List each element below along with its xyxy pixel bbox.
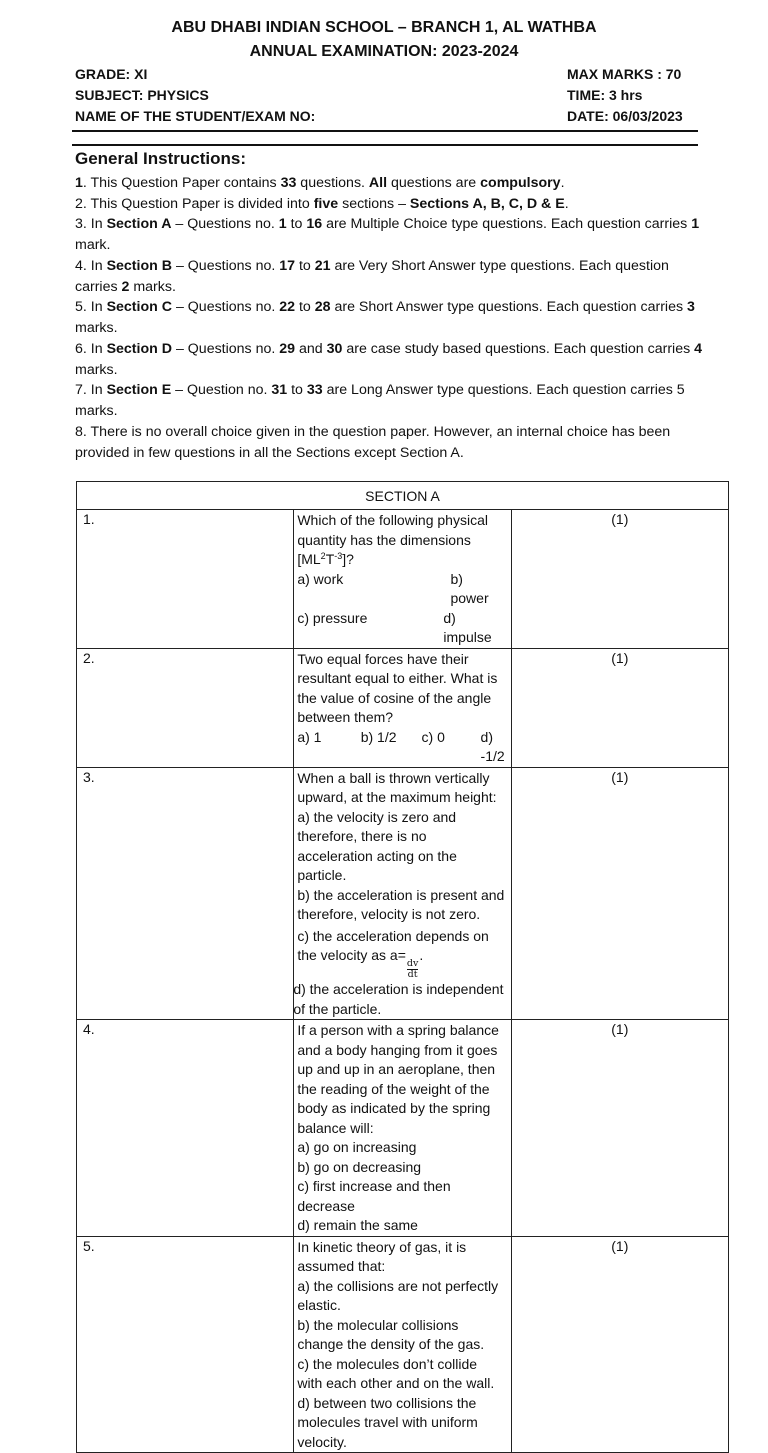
instruction-4: 4. In Section B – Questions no. 17 to 21 are Very Short Answer type questions. Each question carries 2 marks. — [75, 258, 669, 295]
divider-line — [72, 130, 698, 132]
question-stem: Two equal forces have their resultant equal to either. What is the value of cosine of the angle between them? — [297, 650, 498, 725]
option-b: b) the molecular collisions change the density of the gas. — [297, 1316, 485, 1352]
general-instructions-heading: General Instructions: — [75, 149, 246, 168]
fraction-dv-dt: $\frac{dv}{dt}$ — [406, 958, 419, 980]
question-stem: When a ball is thrown vertically upward, at the maximum height: — [297, 769, 497, 805]
instruction-7: 7. In Section E – Question no. 31 to 33 are Long Answer type questions. Each question carries 5 marks. — [75, 382, 685, 419]
option-b: b) power — [450, 570, 489, 606]
option-c: c) first increase and then decrease — [297, 1178, 451, 1214]
date-label: DATE: 06/03/2023 — [567, 108, 683, 124]
option-a: a) 1 — [297, 728, 322, 745]
marks: (1) — [511, 767, 728, 1020]
option-b: b) the acceleration is present and therefore, velocity is not zero. — [297, 886, 505, 922]
option-d: d) -1/2 — [480, 728, 505, 764]
option-a: a) go on increasing — [297, 1139, 417, 1155]
instruction-8: 8. There is no overall choice given in the question paper. However, an internal choice has been provided in few questions in all the Sections except Section A. — [75, 424, 671, 461]
instruction-1: 1. This Question Paper contains 33 questions. All questions are compulsory. — [75, 175, 565, 191]
school-name: ABU DHABI INDIAN SCHOOL – BRANCH 1, AL WATHBA — [171, 19, 597, 36]
section-a-table — [76, 481, 729, 1453]
max-marks-label: MAX MARKS : 70 — [567, 66, 682, 82]
table-row — [77, 648, 729, 767]
question-number: 4. — [77, 1020, 294, 1237]
question-number: 5. — [77, 1236, 294, 1453]
option-a: a) the velocity is zero and therefore, there is no acceleration acting on the particle. — [297, 808, 457, 883]
option-a: a) work — [297, 570, 344, 587]
section-header: SECTION A — [77, 482, 729, 510]
option-b: b) 1/2 — [360, 728, 397, 745]
instruction-3: 3. In Section A – Questions no. 1 to 16 are Multiple Choice type questions. Each question carries 1 mark. — [75, 216, 700, 253]
table-row — [77, 767, 729, 1020]
exam-title: ANNUAL EXAMINATION: 2023-2024 — [249, 43, 519, 60]
option-b: b) go on decreasing — [297, 1158, 422, 1175]
subject-label: SUBJECT: PHYSICS — [75, 87, 209, 103]
question-text — [294, 1236, 511, 1453]
instruction-6: 6. In Section D – Questions no. 29 and 30 are case study based questions. Each question carries 4 marks. — [75, 341, 703, 378]
option-d: d) between two collisions the molecules travel with uniform velocity. — [297, 1394, 478, 1450]
question-stem: If a person with a spring balance and a body hanging from it goes up and up in an aeroplane, then the reading of the weight of the body as indicated by the spring balance will: — [297, 1022, 499, 1136]
student-name-label: NAME OF THE STUDENT/EXAM NO: — [75, 108, 316, 124]
option-d: d) impulse — [443, 609, 492, 645]
marks: (1) — [511, 1236, 728, 1453]
option-c: c) the acceleration depends on the velocity as a= $\frac{dv}{dt}$ . — [297, 927, 489, 980]
option-d: d) remain the same — [297, 1217, 418, 1233]
option-c: c) 0 — [421, 728, 445, 745]
option-d: d) the acceleration is independent of the particle. — [293, 981, 504, 1017]
table-row — [77, 510, 729, 649]
question-number: 2. — [77, 648, 294, 767]
question-stem: Which of the following physical quantity has the dimensions $[ML^2T^{-3}]$? — [297, 512, 488, 567]
question-number: 1. — [77, 510, 294, 649]
table-row — [77, 1020, 729, 1237]
question-text — [294, 648, 511, 767]
option-c: c) pressure — [297, 609, 368, 626]
question-text — [294, 1020, 511, 1237]
instruction-5: 5. In Section C – Questions no. 22 to 28 are Short Answer type questions. Each question carries 3 marks. — [75, 299, 695, 336]
question-text — [294, 510, 511, 649]
time-label: TIME: 3 hrs — [567, 87, 643, 103]
marks: (1) — [511, 1020, 728, 1237]
question-stem: In kinetic theory of gas, it is assumed that: — [297, 1238, 467, 1274]
marks: (1) — [511, 510, 728, 649]
option-a: a) the collisions are not perfectly elastic. — [297, 1277, 499, 1313]
marks: (1) — [511, 648, 728, 767]
instruction-2: 2. This Question Paper is divided into five sections – Sections A, B, C, D & E. — [75, 196, 569, 212]
divider-line — [72, 144, 698, 146]
question-text — [294, 767, 511, 1020]
question-number: 3. — [77, 767, 294, 1020]
option-c: c) the molecules don’t collide with each other and on the wall. — [297, 1355, 495, 1391]
grade-label: GRADE: XI — [75, 66, 148, 82]
table-row — [77, 1236, 729, 1453]
